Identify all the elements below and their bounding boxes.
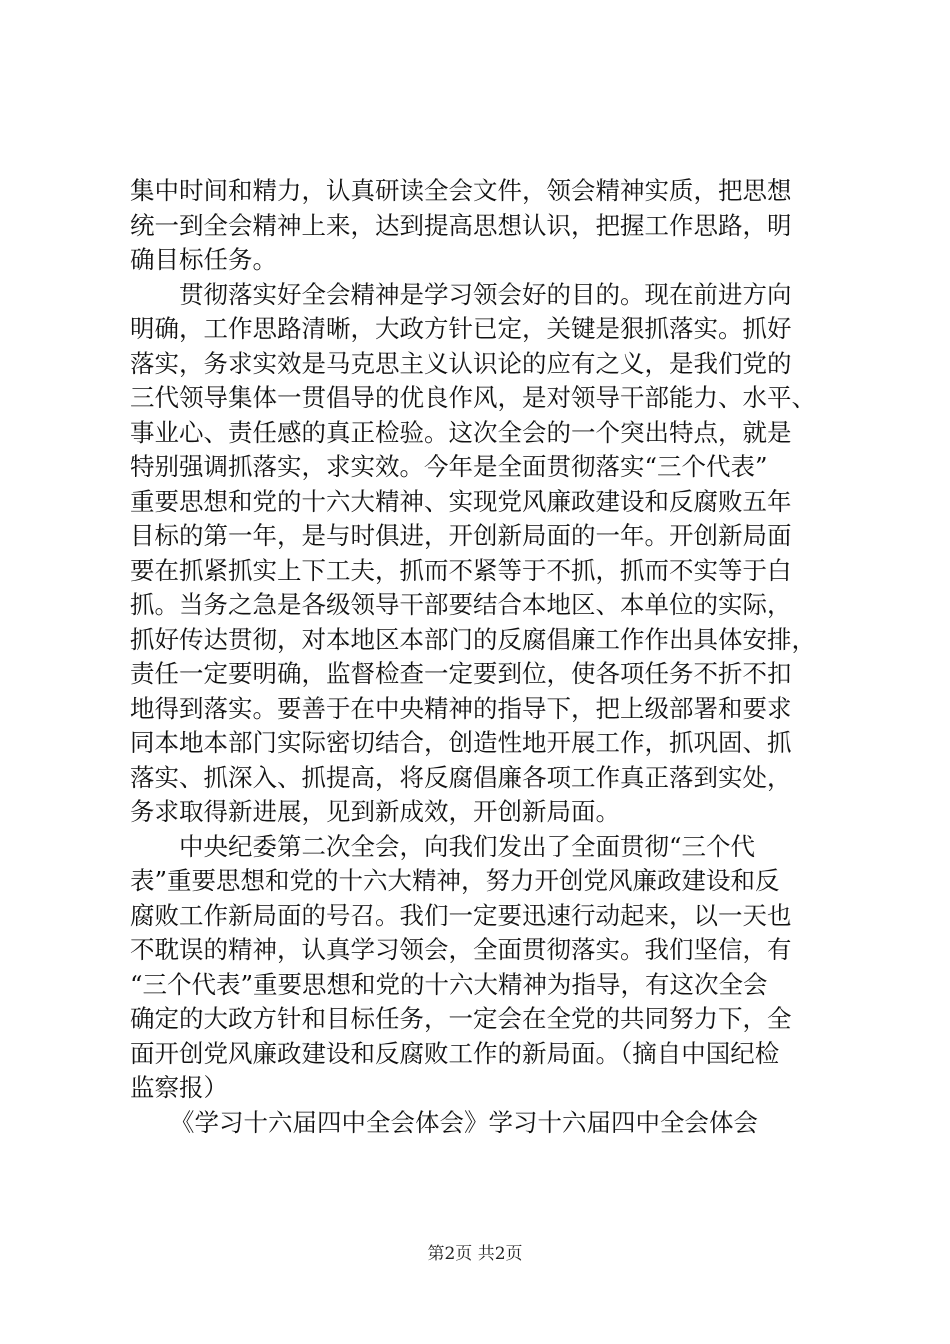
paragraph-start-line: 贯彻落实好全会精神是学习领会好的目的。现在前进方向 xyxy=(179,279,792,309)
text-line: 务求取得新进展，见到新成效，开创新局面。 xyxy=(130,797,620,826)
text-line: 集中时间和精力，认真研读全会文件，领会精神实质，把思想 xyxy=(130,176,792,205)
text-line: 重要思想和党的十六大精神、实现党风廉政建设和反腐败五年 xyxy=(130,486,792,516)
text-line: 腐败工作新局面的号召。我们一定要迅速行动起来，以一天也 xyxy=(130,900,792,930)
text-line: 特别强调抓落实，求实效。今年是全面贯彻落实“三个代表” xyxy=(130,452,768,481)
text-line: 三代领导集体一贯倡导的优良作风，是对领导干部能力、水平、 xyxy=(130,383,816,412)
text-line: 抓。当务之急是各级领导干部要结合本地区、本单位的实际， xyxy=(130,590,792,619)
text-line: 监察报） xyxy=(130,1073,228,1102)
paragraph-start-line: 中央纪委第二次全会，向我们发出了全面贯彻“三个代 xyxy=(179,831,756,861)
text-line: 不耽误的精神，认真学习领会，全面贯彻落实。我们坚信，有 xyxy=(130,935,792,964)
text-line: 明确，工作思路清晰，大政方针已定，关键是狠抓落实。抓好 xyxy=(130,314,792,343)
text-line: 抓好传达贯彻，对本地区本部门的反腐倡廉工作作出具体安排， xyxy=(130,624,816,654)
text-line: 落实，务求实效是马克思主义认识论的应有之义，是我们党的 xyxy=(130,348,792,378)
text-line: 地得到落实。要善于在中央精神的指导下，把上级部署和要求 xyxy=(130,693,792,723)
text-line: 责任一定要明确，监督检查一定要到位，使各项任务不折不扣 xyxy=(130,659,792,688)
text-line: “三个代表”重要思想和党的十六大精神为指导，有这次全会 xyxy=(130,969,768,999)
document-title-line: 《学习十六届四中全会体会》学习十六届四中全会体会 xyxy=(170,1107,758,1137)
text-line: 表”重要思想和党的十六大精神，努力开创党风廉政建设和反 xyxy=(130,866,780,895)
text-line: 统一到全会精神上来，达到提高思想认识，把握工作思路，明 xyxy=(130,210,792,240)
text-line: 要在抓紧抓实上下工夫，抓而不紧等于不抓，抓而不实等于白 xyxy=(130,555,792,585)
text-line: 确目标任务。 xyxy=(130,245,277,274)
document-body xyxy=(130,174,830,1140)
page-number-footer: 第2页 共2页 xyxy=(427,1244,523,1264)
text-line: 同本地本部门实际密切结合，创造性地开展工作，抓巩固、抓 xyxy=(130,728,792,757)
text-line: 确定的大政方针和目标任务，一定会在全党的共同努力下，全 xyxy=(130,1004,792,1033)
text-line: 面开创党风廉政建设和反腐败工作的新局面。（摘自中国纪检 xyxy=(130,1038,780,1068)
text-line: 事业心、责任感的真正检验。这次全会的一个突出特点，就是 xyxy=(130,417,792,447)
text-line: 落实、抓深入、抓提高，将反腐倡廉各项工作真正落到实处， xyxy=(130,762,792,792)
text-line: 目标的第一年，是与时俱进，开创新局面的一年。开创新局面 xyxy=(130,521,792,550)
